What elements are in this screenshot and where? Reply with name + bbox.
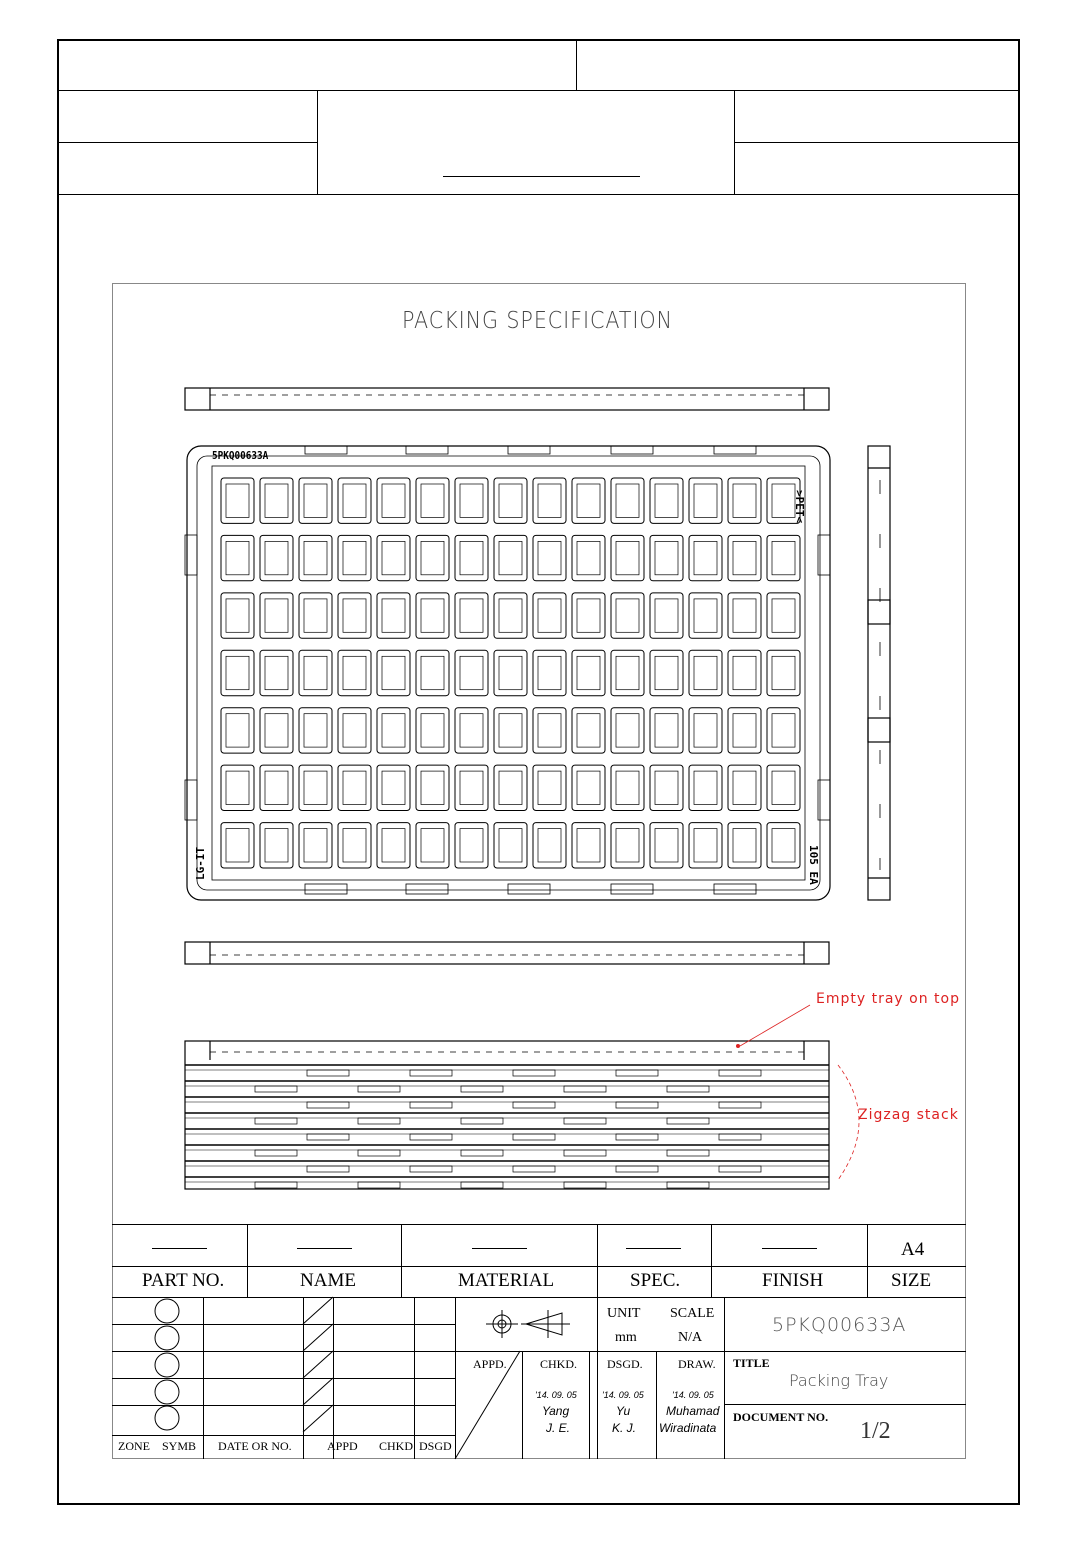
- tray-material-label: >PET<: [793, 490, 806, 524]
- header-name: NAME: [300, 1270, 356, 1291]
- dsgd-name-2: K. J.: [612, 1421, 637, 1435]
- tb-number-col: [724, 1297, 725, 1459]
- third-angle-projection-icon: [486, 1310, 570, 1338]
- chkd-label: CHKD.: [540, 1357, 578, 1371]
- tray-qty-label: 105 EA: [807, 845, 820, 885]
- rev-col-date: DATE OR NO.: [218, 1439, 292, 1453]
- rev-col-appd: APPD: [327, 1439, 358, 1453]
- dsgd-label: DSGD.: [607, 1357, 643, 1371]
- header-part-no: PART NO.: [142, 1270, 225, 1291]
- title-label: TITLE: [733, 1356, 770, 1370]
- drawing-title: PACKING SPECIFICATION: [402, 308, 673, 334]
- tb-dsgd-col: [656, 1351, 657, 1459]
- rev-col-symb: SYMB: [162, 1439, 197, 1453]
- note-zigzag: Zigzag stack: [858, 1107, 959, 1123]
- note-empty-tray: Empty tray on top: [816, 991, 960, 1007]
- document-no-value: 1/2: [860, 1418, 891, 1444]
- draw-name-1: Muhamad: [666, 1404, 720, 1418]
- scale-value: N/A: [678, 1330, 703, 1345]
- header-finish: FINISH: [762, 1270, 824, 1291]
- draw-date: '14. 09. 05: [672, 1390, 714, 1400]
- scale-label: SCALE: [670, 1306, 715, 1321]
- title-value: Packing Tray: [789, 1371, 889, 1390]
- draw-name-2: Wiradinata: [659, 1421, 717, 1435]
- tb-appd-col: [522, 1351, 523, 1459]
- rev-col-zone: ZONE: [118, 1439, 150, 1453]
- unit-value: mm: [615, 1330, 637, 1345]
- header-spec: SPEC.: [630, 1270, 681, 1291]
- chkd-name-1: Yang: [542, 1404, 570, 1418]
- chkd-name-2: J. E.: [546, 1421, 571, 1435]
- header-material: MATERIAL: [458, 1270, 555, 1291]
- document-no-label: DOCUMENT NO.: [733, 1410, 829, 1424]
- rev-col-chkd: CHKD: [379, 1439, 414, 1453]
- draw-label: DRAW.: [678, 1357, 716, 1371]
- rev-col-dsgd: DSGD: [419, 1439, 452, 1453]
- tray-maker-label: LG-IT: [194, 846, 207, 880]
- unit-label: UNIT: [607, 1306, 641, 1321]
- tb-chkd-col: [589, 1351, 590, 1459]
- appd-label: APPD.: [473, 1357, 507, 1371]
- chkd-date: '14. 09. 05: [535, 1390, 577, 1400]
- header-size: SIZE: [891, 1270, 932, 1291]
- dsgd-date: '14. 09. 05: [602, 1390, 644, 1400]
- tray-part-label: 5PKQ00633A: [212, 449, 269, 462]
- size-value: A4: [901, 1239, 925, 1260]
- dsgd-name-1: Yu: [616, 1404, 631, 1418]
- drawing-number: 5PKQ00633A: [772, 1314, 907, 1336]
- tb-unit-col: [597, 1297, 598, 1459]
